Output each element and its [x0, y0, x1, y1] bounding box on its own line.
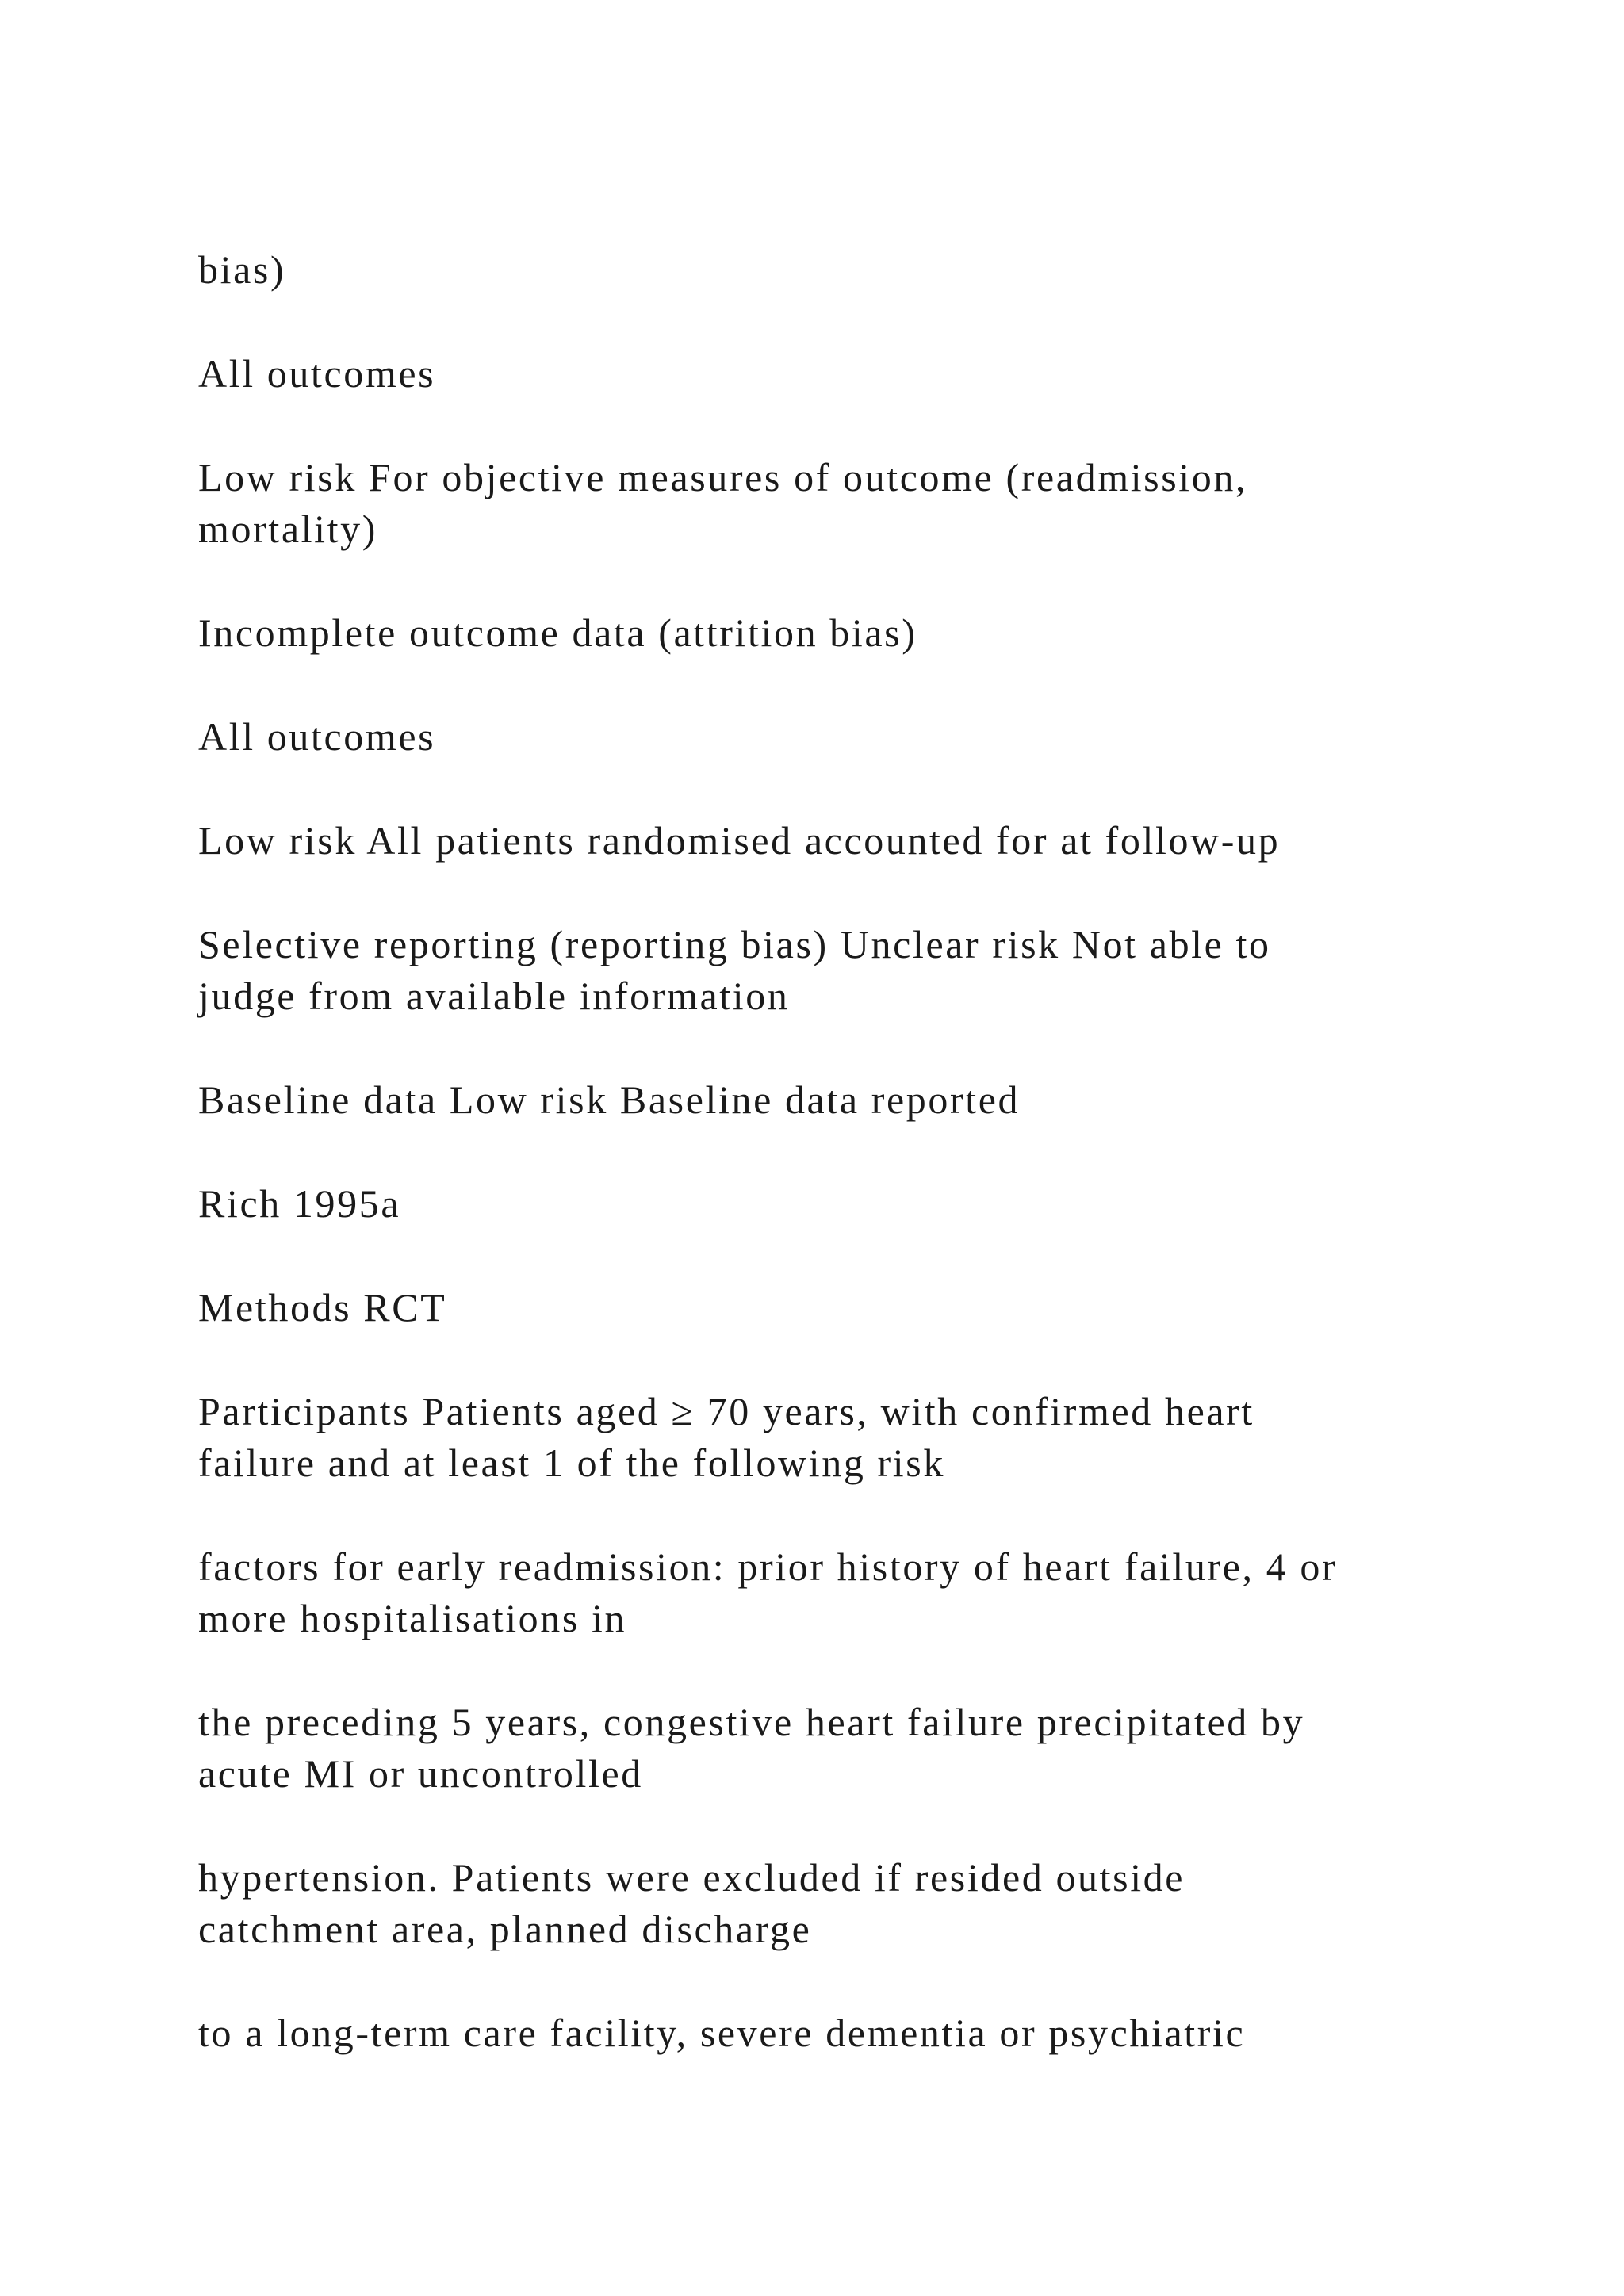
paragraph: bias) — [198, 247, 286, 292]
paragraph: to a long-term care facility, severe dementia or psychiatric — [198, 2011, 1246, 2055]
paragraph: the preceding 5 years, congestive heart failure precipitated by acute MI or uncontrolled — [198, 1700, 1305, 1796]
document-text — [198, 244, 1467, 2111]
paragraph: Selective reporting (reporting bias) Unclear risk Not able to judge from available information — [198, 922, 1271, 1018]
paragraph: Baseline data Low risk Baseline data reported — [198, 1077, 1021, 1122]
paragraph: Low risk All patients randomised accounted for at follow-up — [198, 818, 1281, 863]
paragraph: Incomplete outcome data (attrition bias) — [198, 610, 917, 655]
paragraph: All outcomes — [198, 714, 436, 759]
paragraph: Methods RCT — [198, 1285, 447, 1330]
paragraph: Rich 1995a — [198, 1181, 401, 1226]
paragraph: All outcomes — [198, 351, 436, 396]
paragraph: Participants Patients aged ≥ 70 years, with confirmed heart failure and at least 1 of the following risk — [198, 1389, 1254, 1485]
paragraph: hypertension. Patients were excluded if resided outside catchment area, planned discharge — [198, 1855, 1185, 1951]
paragraph: factors for early readmission: prior history of heart failure, 4 or more hospitalisations in — [198, 1544, 1338, 1640]
paragraph: Low risk For objective measures of outcome (readmission, mortality) — [198, 455, 1248, 551]
